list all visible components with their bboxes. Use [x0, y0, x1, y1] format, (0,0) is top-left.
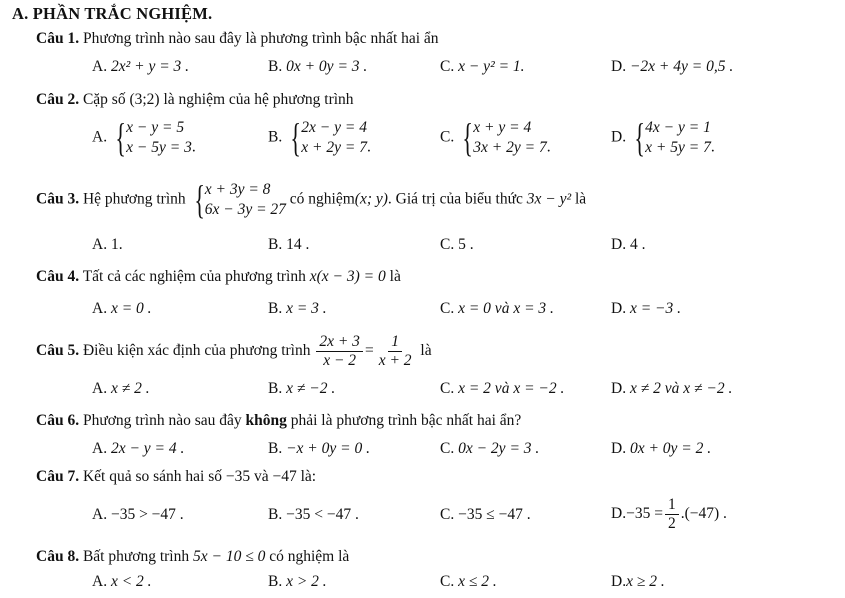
- q3-option-d[interactable]: D. 4 .: [611, 236, 646, 253]
- question-6: Câu 6. Phương trình nào sau đây không phải là phương trình bậc nhất hai ẩn?: [36, 412, 522, 429]
- q4-option-d[interactable]: D. x = −3 .: [611, 300, 682, 317]
- q5-option-c[interactable]: C. x = 2 và x = −2 .: [440, 380, 565, 397]
- q1-option-a[interactable]: A. 2x² + y = 3 .: [92, 58, 190, 75]
- q6-option-b[interactable]: B. −x + 0y = 0 .: [268, 440, 370, 457]
- q3-option-c[interactable]: C. 5 .: [440, 236, 474, 253]
- question-7: Câu 7. Kết quả so sánh hai số −35 và −47 là:: [36, 468, 317, 485]
- q7-option-d[interactable]: D.−35 = $\frac{1}{2}$ .(−47) .: [611, 496, 727, 532]
- question-text: Phương trình nào sau đây là phương trình bậc nhất hai ẩn: [82, 30, 439, 47]
- q1-option-b[interactable]: B. 0x + 0y = 3 .: [268, 58, 368, 75]
- q8-option-d[interactable]: D.x ≥ 2 .: [611, 573, 665, 590]
- question-5: Câu 5. Điều kiện xác định của phương trình $\frac{2x + 3}{x - 2}$ = $\frac{1}{x + 2}$ là: [36, 333, 432, 369]
- q7-option-a[interactable]: A. −35 > −47 .: [92, 506, 184, 523]
- question-3: Câu 3. Hệ phương trình { x + 3y = 8 6x − 3y = 27 có nghiệm(x; y). Giá trị của biểu thức 3x − y² là: [36, 177, 587, 222]
- question-2: Câu 2. Cặp số (3;2) là nghiệm của hệ phương trình: [36, 91, 354, 108]
- question-label: Câu 1.: [36, 30, 80, 47]
- q2-option-d[interactable]: D. { 4x − y = 1 x + 5y = 7 .: [611, 115, 715, 160]
- q4-option-b[interactable]: B. x = 3 .: [268, 300, 327, 317]
- q7-option-c[interactable]: C. −35 ≤ −47 .: [440, 506, 531, 523]
- q4-option-c[interactable]: C. x = 0 và x = 3 .: [440, 300, 554, 317]
- q2-option-c[interactable]: C. { x + y = 4 3x + 2y = 7 .: [440, 115, 551, 160]
- q2-option-a[interactable]: A. { x − y = 5 x − 5y = 3 .: [92, 115, 196, 160]
- q7-option-b[interactable]: B. −35 < −47 .: [268, 506, 359, 523]
- q5-option-b[interactable]: B. x ≠ −2 .: [268, 380, 336, 397]
- q3-option-b[interactable]: B. 14 .: [268, 236, 310, 253]
- q6-option-c[interactable]: C. 0x − 2y = 3 .: [440, 440, 540, 457]
- q8-option-c[interactable]: C. x ≤ 2 .: [440, 573, 497, 590]
- q5-option-d[interactable]: D. x ≠ 2 và x ≠ −2 .: [611, 380, 733, 397]
- question-4: Câu 4. Tất cả các nghiệm của phương trình x(x − 3) = 0 là: [36, 268, 401, 285]
- q2-option-b[interactable]: B. { 2x − y = 4 x + 2y = 7 .: [268, 115, 371, 160]
- q4-option-a[interactable]: A. x = 0 .: [92, 300, 152, 317]
- q1-option-c[interactable]: C. x − y² = 1.: [440, 58, 525, 75]
- q3-option-a[interactable]: A. 1.: [92, 236, 123, 253]
- question-1: [36, 30, 439, 48]
- q8-option-b[interactable]: B. x > 2 .: [268, 573, 327, 590]
- q6-option-d[interactable]: D. 0x + 0y = 2 .: [611, 440, 712, 457]
- q6-option-a[interactable]: A. 2x − y = 4 .: [92, 440, 185, 457]
- question-8: Câu 8. Bất phương trình 5x − 10 ≤ 0 có nghiệm là: [36, 548, 350, 565]
- q1-option-d[interactable]: D. −2x + 4y = 0,5 .: [611, 58, 734, 75]
- section-title: A. PHẦN TRẮC NGHIỆM.: [12, 4, 213, 23]
- q8-option-a[interactable]: A. x < 2 .: [92, 573, 152, 590]
- q5-option-a[interactable]: A. x ≠ 2 .: [92, 380, 150, 397]
